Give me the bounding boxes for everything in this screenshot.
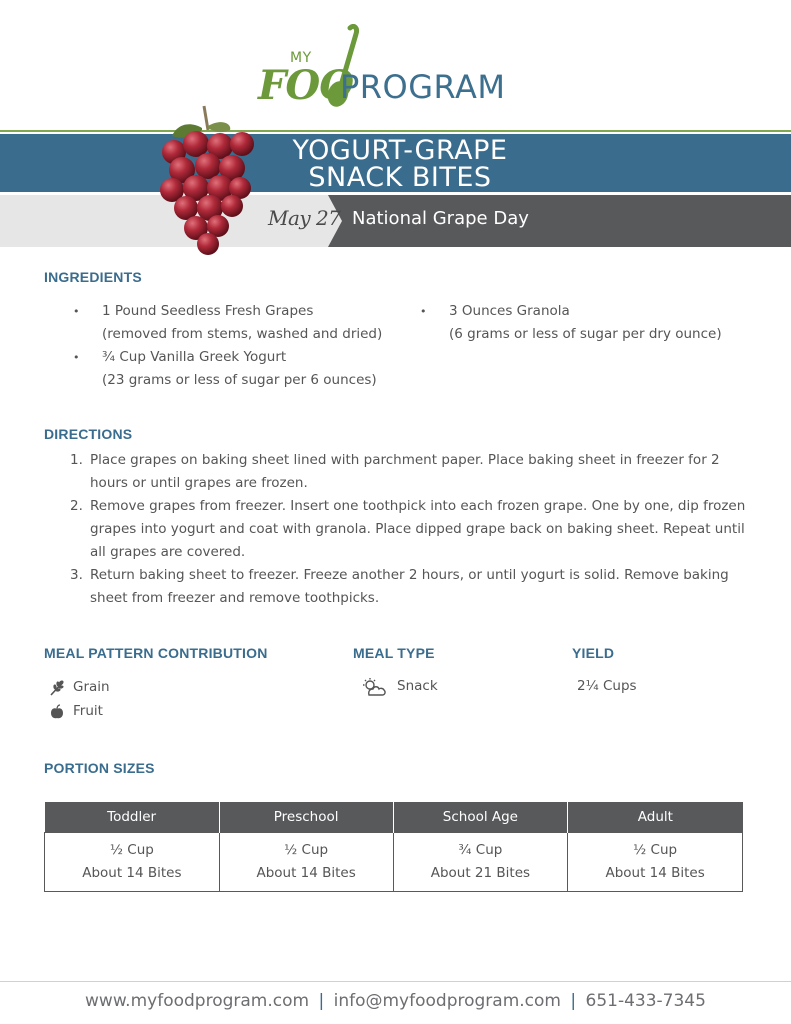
- directions-heading: DIRECTIONS: [44, 426, 133, 442]
- sun-cloud-icon: [361, 679, 387, 695]
- meal-type-snack: [361, 675, 438, 698]
- wheat-icon: [48, 680, 66, 696]
- portion-table: [44, 802, 743, 892]
- meal-pattern-grain: [48, 676, 110, 699]
- direction-step: [70, 449, 760, 495]
- step-line: sheet from freezer and remove toothpicks.: [90, 590, 380, 606]
- portion-bites: About 14 Bites: [256, 864, 356, 881]
- yield-value: 2¼ Cups: [577, 678, 637, 694]
- step-line: grapes into yogurt and coat with granola. Place dipped grape back on baking sheet. Repeat until: [90, 521, 745, 537]
- brand-logo: [256, 22, 546, 112]
- yield-heading: YIELD: [572, 645, 615, 661]
- footer-separator: |: [318, 991, 325, 1011]
- holiday-date: May 27: [268, 206, 341, 230]
- ingredient-name: 1 Pound Seedless Fresh Grapes: [102, 303, 314, 319]
- portion-amount: ½ Cup: [633, 841, 678, 858]
- recipe-title-line-2: SNACK BITES: [308, 162, 492, 193]
- holiday-name: National Grape Day: [352, 208, 529, 229]
- logo-my-text: MY: [290, 50, 312, 66]
- phone-number: 651-433-7345: [585, 991, 706, 1011]
- step-number: 1.: [70, 452, 83, 468]
- meal-pattern-label: Grain: [73, 679, 110, 695]
- apple-icon: [48, 704, 66, 720]
- portion-bites: About 21 Bites: [430, 864, 531, 881]
- portion-col-header: Preschool: [219, 802, 393, 832]
- website-link[interactable]: www.myfoodprogram.com: [85, 991, 310, 1011]
- step-line: hours or until grapes are frozen.: [90, 475, 308, 491]
- direction-step: [70, 564, 760, 610]
- portion-cell: [45, 832, 220, 891]
- portion-amount: ¾ Cup: [458, 841, 503, 858]
- portion-cell: [568, 832, 743, 891]
- ingredient-item: [73, 346, 382, 392]
- meal-type-heading: MEAL TYPE: [353, 645, 435, 661]
- portion-row: [45, 832, 743, 891]
- ingredient-note: (removed from stems, washed and dried): [102, 326, 383, 342]
- meal-pattern-fruit: [48, 700, 103, 723]
- grapes-illustration: [152, 104, 262, 260]
- meal-pattern-heading: MEAL PATTERN CONTRIBUTION: [44, 645, 268, 661]
- portion-sizes-heading: PORTION SIZES: [44, 760, 155, 776]
- step-line: Place grapes on baking sheet lined with parchment paper. Place baking sheet in freezer for 2: [90, 452, 720, 468]
- ingredient-item: [73, 300, 382, 346]
- portion-col-header: Toddler: [45, 802, 220, 832]
- portion-cell: [219, 832, 393, 891]
- ingredient-item: [420, 300, 722, 346]
- step-line: Remove grapes from freezer. Insert one toothpick into each frozen grape. One by one, dip frozen: [90, 498, 746, 514]
- portion-col-header: School Age: [393, 802, 568, 832]
- portion-amount: ½ Cup: [109, 841, 154, 858]
- step-number: 2.: [70, 498, 83, 514]
- portion-bites: About 14 Bites: [82, 864, 182, 881]
- ingredients-heading: INGREDIENTS: [44, 269, 142, 285]
- step-line: Return baking sheet to freezer. Freeze another 2 hours, or until yogurt is solid. Remove baking: [90, 567, 729, 583]
- ingredients-list-right: [420, 300, 722, 346]
- portion-bites: About 14 Bites: [605, 864, 705, 881]
- step-number: 3.: [70, 567, 83, 583]
- portion-cell: [393, 832, 568, 891]
- recipe-title-line-1: YOGURT-GRAPE: [292, 135, 508, 166]
- meal-type-label: Snack: [397, 678, 438, 694]
- step-line: all grapes are covered.: [90, 544, 246, 560]
- logo-program-text: PROGRAM: [340, 68, 506, 106]
- portion-header-row: [45, 802, 743, 832]
- meal-pattern-label: Fruit: [73, 703, 103, 719]
- header-green-rule: [0, 130, 791, 132]
- directions-list: [70, 449, 760, 610]
- ingredient-name: 3 Ounces Granola: [449, 303, 570, 319]
- ingredient-note: (23 grams or less of sugar per 6 ounces): [102, 372, 377, 388]
- portion-amount: ½ Cup: [284, 841, 329, 858]
- footer-rule: [0, 981, 791, 982]
- email-link[interactable]: info@myfoodprogram.com: [333, 991, 561, 1011]
- logo-foo-text: FOO: [258, 62, 354, 109]
- ingredient-name: ¾ Cup Vanilla Greek Yogurt: [102, 349, 287, 365]
- direction-step: [70, 495, 760, 564]
- footer-separator: |: [570, 991, 577, 1011]
- ingredient-note: (6 grams or less of sugar per dry ounce): [449, 326, 722, 342]
- recipe-title: [240, 137, 560, 191]
- footer-contact: [0, 991, 791, 1011]
- portion-col-header: Adult: [568, 802, 743, 832]
- ingredients-list-left: [73, 300, 382, 392]
